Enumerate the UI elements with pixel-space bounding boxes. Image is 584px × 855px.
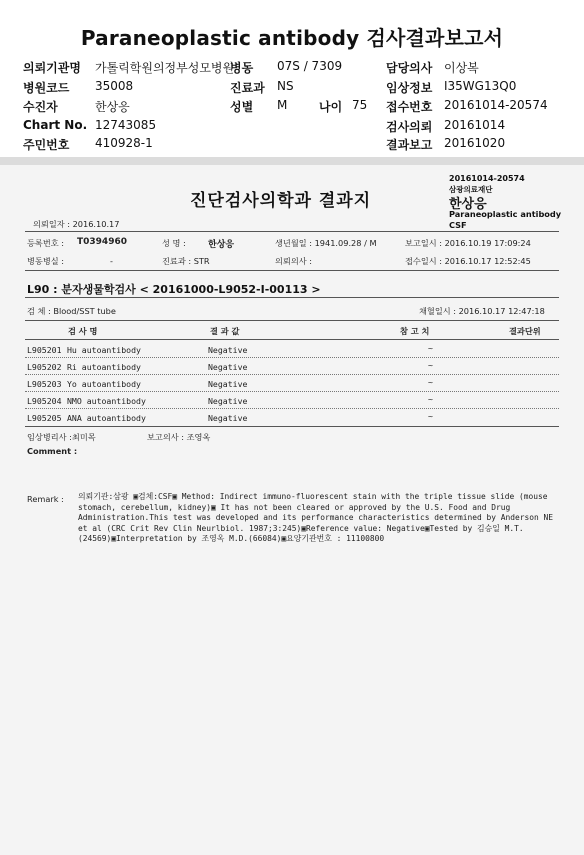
value-patient: 한상응	[95, 100, 130, 114]
specimen-line: 검 체 : Blood/SST tube	[27, 306, 116, 316]
value-receipt-number: 20161014-20574	[444, 98, 548, 112]
label-requesting-institution: 의뢰기관명	[23, 61, 81, 75]
table-row-code: L905204	[27, 396, 62, 406]
table-row-name: Yo autoantibody	[67, 379, 141, 389]
label-test-request: 검사의뢰	[386, 120, 433, 134]
value-clinical-info: I35WG13Q0	[444, 79, 517, 93]
table-row-result: Negative	[208, 396, 248, 406]
value-test-request: 20161014	[444, 118, 506, 132]
table-row-code: L905203	[27, 379, 62, 389]
table-row-ref: ~	[428, 394, 433, 404]
table-row-ref: ~	[428, 343, 433, 353]
reporting-doctor: 보고의사 : 조영옥	[147, 432, 211, 442]
name-value: 한상응	[208, 240, 235, 250]
dept: 진료과 : STR	[162, 256, 210, 266]
reg-value: T0394960	[77, 237, 127, 247]
table-row-ref: ~	[428, 360, 433, 370]
label-sex: 성별	[230, 100, 254, 114]
value-result-report: 20161020	[444, 136, 506, 150]
table-row-name: Hu autoantibody	[67, 345, 141, 355]
stamp-name: 한상응	[449, 197, 487, 212]
row-divider	[25, 374, 559, 375]
report-title: 진단검사의학과 결과지	[190, 191, 372, 211]
label-ward: 병동	[230, 61, 254, 75]
value-age: 75	[352, 98, 368, 112]
label-result-report: 결과보고	[386, 138, 433, 152]
divider	[25, 320, 559, 321]
requesting-doctor: 의뢰의사 :	[275, 256, 312, 266]
row-divider	[25, 357, 559, 358]
value-requesting-institution: 가톨릭학원의정부성모병원	[95, 61, 235, 75]
table-row-result: Negative	[208, 413, 248, 423]
stamp-test: Paraneoplastic antibody	[449, 209, 562, 219]
table-row-result: Negative	[208, 345, 248, 355]
label-department: 진료과	[230, 81, 265, 95]
divider	[25, 297, 559, 298]
label-hospital-code: 병원코드	[23, 81, 70, 95]
table-row-code: L905205	[27, 413, 62, 423]
label-patient: 수진자	[23, 100, 58, 114]
divider	[25, 339, 559, 340]
remark-text: 의뢰기관:삼광 ▣검체:CSF▣ Method: Indirect immuno-fluorescent stain with the triple tissue slide (mouse stomach, cerebellum, kidney)▣ It has not been cleared or approved by the U.S. Food and Drug Administration.This test was developed and its performance characteristics determined by Anderson NE et al (CRC Crit Rev Clin Neurlbiol. 1987;3:245)▣Reference value: Negative▣Tested by 김승일 M.T.(24569)▣Interpretation by 조영옥 M.D.(66084)▣요양기관번호 : 11100800	[78, 492, 558, 543]
ward-label: 병동병실 :	[27, 256, 64, 266]
table-row-result: Negative	[208, 379, 248, 389]
receipt-date: 접수일시 : 2016.10.17 12:52:45	[405, 256, 531, 266]
value-hospital-code: 35008	[95, 79, 134, 93]
stamp-org: 삼광의료재단	[449, 185, 493, 194]
table-row-code: L905202	[27, 362, 62, 372]
value-department: NS	[277, 79, 294, 93]
request-date: 의뢰일자 : 2016.10.17	[33, 219, 120, 229]
table-row-ref: ~	[428, 377, 433, 387]
table-row-name: Ri autoantibody	[67, 362, 141, 372]
name-label: 성 명 :	[162, 238, 186, 248]
comment-label: Comment :	[27, 446, 78, 456]
row-divider	[25, 408, 559, 409]
stamp-number: 20161014-20574	[449, 174, 525, 183]
column-unit: 결과단위	[509, 326, 541, 336]
report-date: 보고일시 : 2016.10.19 17:09:24	[405, 238, 531, 248]
label-resident-number: 주민번호	[23, 138, 70, 152]
value-resident-number: 410928-1	[95, 136, 153, 150]
label-attending-doctor: 담당의사	[386, 61, 433, 75]
dob: 생년월일 : 1941.09.28 / M	[275, 238, 377, 248]
label-chart-no: Chart No.	[23, 118, 88, 132]
divider	[25, 270, 559, 271]
label-clinical-info: 임상정보	[386, 81, 433, 95]
reg-label: 등록번호 :	[27, 238, 64, 248]
divider	[25, 231, 559, 232]
stamp-specimen: CSF	[449, 220, 467, 230]
divider	[25, 426, 559, 427]
table-row-name: NMO autoantibody	[67, 396, 146, 406]
column-result: 결 과 값	[210, 326, 240, 336]
label-age: 나이	[319, 100, 343, 114]
ward-value: -	[110, 256, 113, 266]
page-title: Paraneoplastic antibody 검사결과보고서	[80, 26, 504, 50]
collect-date: 채혈일시 : 2016.10.17 12:47:18	[419, 306, 545, 316]
value-attending-doctor: 이상복	[444, 61, 479, 75]
column-reference: 참 고 치	[400, 326, 430, 336]
table-row-ref: ~	[428, 411, 433, 421]
table-row-result: Negative	[208, 362, 248, 372]
label-receipt-number: 접수번호	[386, 100, 433, 114]
remark-label: Remark :	[27, 494, 64, 504]
value-ward: 07S / 7309	[277, 59, 343, 73]
table-row-code: L905201	[27, 345, 62, 355]
pathologist: 임상병리사 :최미목	[27, 432, 96, 442]
value-chart-no: 12743085	[95, 118, 157, 132]
section-title: L90 : 분자생물학검사 < 20161000-L9052-I-00113 >	[27, 283, 321, 296]
column-test-name: 검 사 명	[68, 326, 98, 336]
table-row-name: ANA autoantibody	[67, 413, 146, 423]
row-divider	[25, 391, 559, 392]
value-sex: M	[277, 98, 288, 112]
